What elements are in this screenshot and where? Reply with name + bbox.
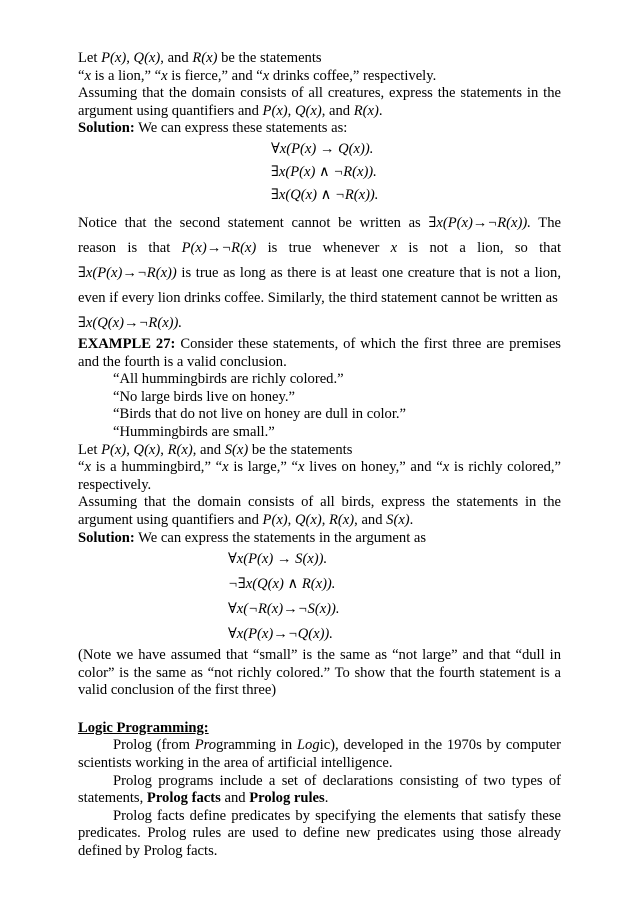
example-27: EXAMPLE 27: Consider these statements, of which the first three are premises and the fourth is a valid conclusion.: [78, 335, 561, 370]
let-line: Let P(x), Q(x), R(x), and S(x) be the statements: [78, 441, 353, 458]
quote-4: “Hummingbirds are small.”: [113, 423, 275, 440]
example-desc: “x is a hummingbird,” “x is large,” “x lives on honey,” and “x is richly colored,” respectively.: [78, 459, 562, 493]
logic-paragraph-2: Prolog programs include a set of declarations consisting of two types of statements, Prolog facts and Prolog rules.: [78, 772, 561, 807]
formula-1: ∀x(P(x) → Q(x)).: [271, 140, 374, 157]
notice-last: ∃x(Q(x)→¬R(x)).: [78, 314, 183, 331]
document-page: [78, 50, 561, 861]
formula-4: ∀x(P(x) → S(x)).: [228, 551, 328, 568]
formula-2: ∃x(P(x) ∧ ¬R(x)).: [271, 163, 377, 180]
intro-line-2: “x is a lion,” “x is fierce,” and “x drinks coffee,” respectively.: [78, 67, 437, 84]
quote-1: “All hummingbirds are richly colored.”: [113, 371, 344, 388]
quote-3: “Birds that do not live on honey are dull in color.”: [113, 406, 407, 423]
solution-1-text: We can express these statements as:: [134, 120, 348, 137]
intro-line-3: Assuming that the domain consists of all creatures, express the statements in the argument using quantifiers and P(x), Q(x), and R(x).: [78, 85, 561, 119]
note-paragraph: (Note we have assumed that “small” is the same as “not large” and that “dull in color” is the same as “not richly colored.” To show that the fourth statement is a valid conclusion of the first three): [78, 647, 561, 699]
formula-5: ¬∃x(Q(x) ∧ R(x)).: [228, 576, 336, 593]
formula-7: ∀x(P(x)→¬Q(x)).: [228, 626, 333, 643]
formula-3: ∃x(Q(x) ∧ ¬R(x)).: [271, 186, 379, 203]
notice-paragraph: Notice that the second statement cannot be written as ∃x(P(x)→¬R(x)). The reason is that P(x)→¬R(x) is true whenever x is not a lion, so that ∃x(P(x)→¬R(x)) is true as long as there is at least one creature that is not a lion, even if every lion drinks coffee. Similarly, the third statement cannot be written as: [78, 214, 561, 306]
intro-line-1: Let P(x), Q(x), and R(x) be the statements: [78, 50, 322, 66]
logic-paragraph-1: Prolog (from Programming in Logic), developed in the 1970s by computer scientists working in the area of artificial intelligence.: [78, 737, 561, 772]
solution-1: [78, 120, 561, 138]
solution-1-label: Solution:: [78, 120, 135, 137]
logic-paragraph-3: Prolog facts define predicates by specifying the elements that satisfy these predicates. Prolog rules are used to define new predicates using those already defined by Prolog facts.: [78, 807, 561, 860]
section-heading-logic-programming: Logic Programming:: [78, 719, 209, 736]
formula-6: ∀x(¬R(x)→¬S(x)).: [228, 601, 340, 618]
example-27-label: EXAMPLE 27:: [78, 335, 176, 352]
example-assume: Assuming that the domain consists of all birds, express the statements in the argument using quantifiers and P(x), Q(x), R(x), and S(x).: [78, 494, 561, 528]
quote-2: “No large birds live on honey.”: [113, 388, 295, 405]
solution-2-label: Solution:: [78, 529, 135, 546]
solution-2: Solution: We can express the statements in the argument as: [78, 529, 427, 546]
